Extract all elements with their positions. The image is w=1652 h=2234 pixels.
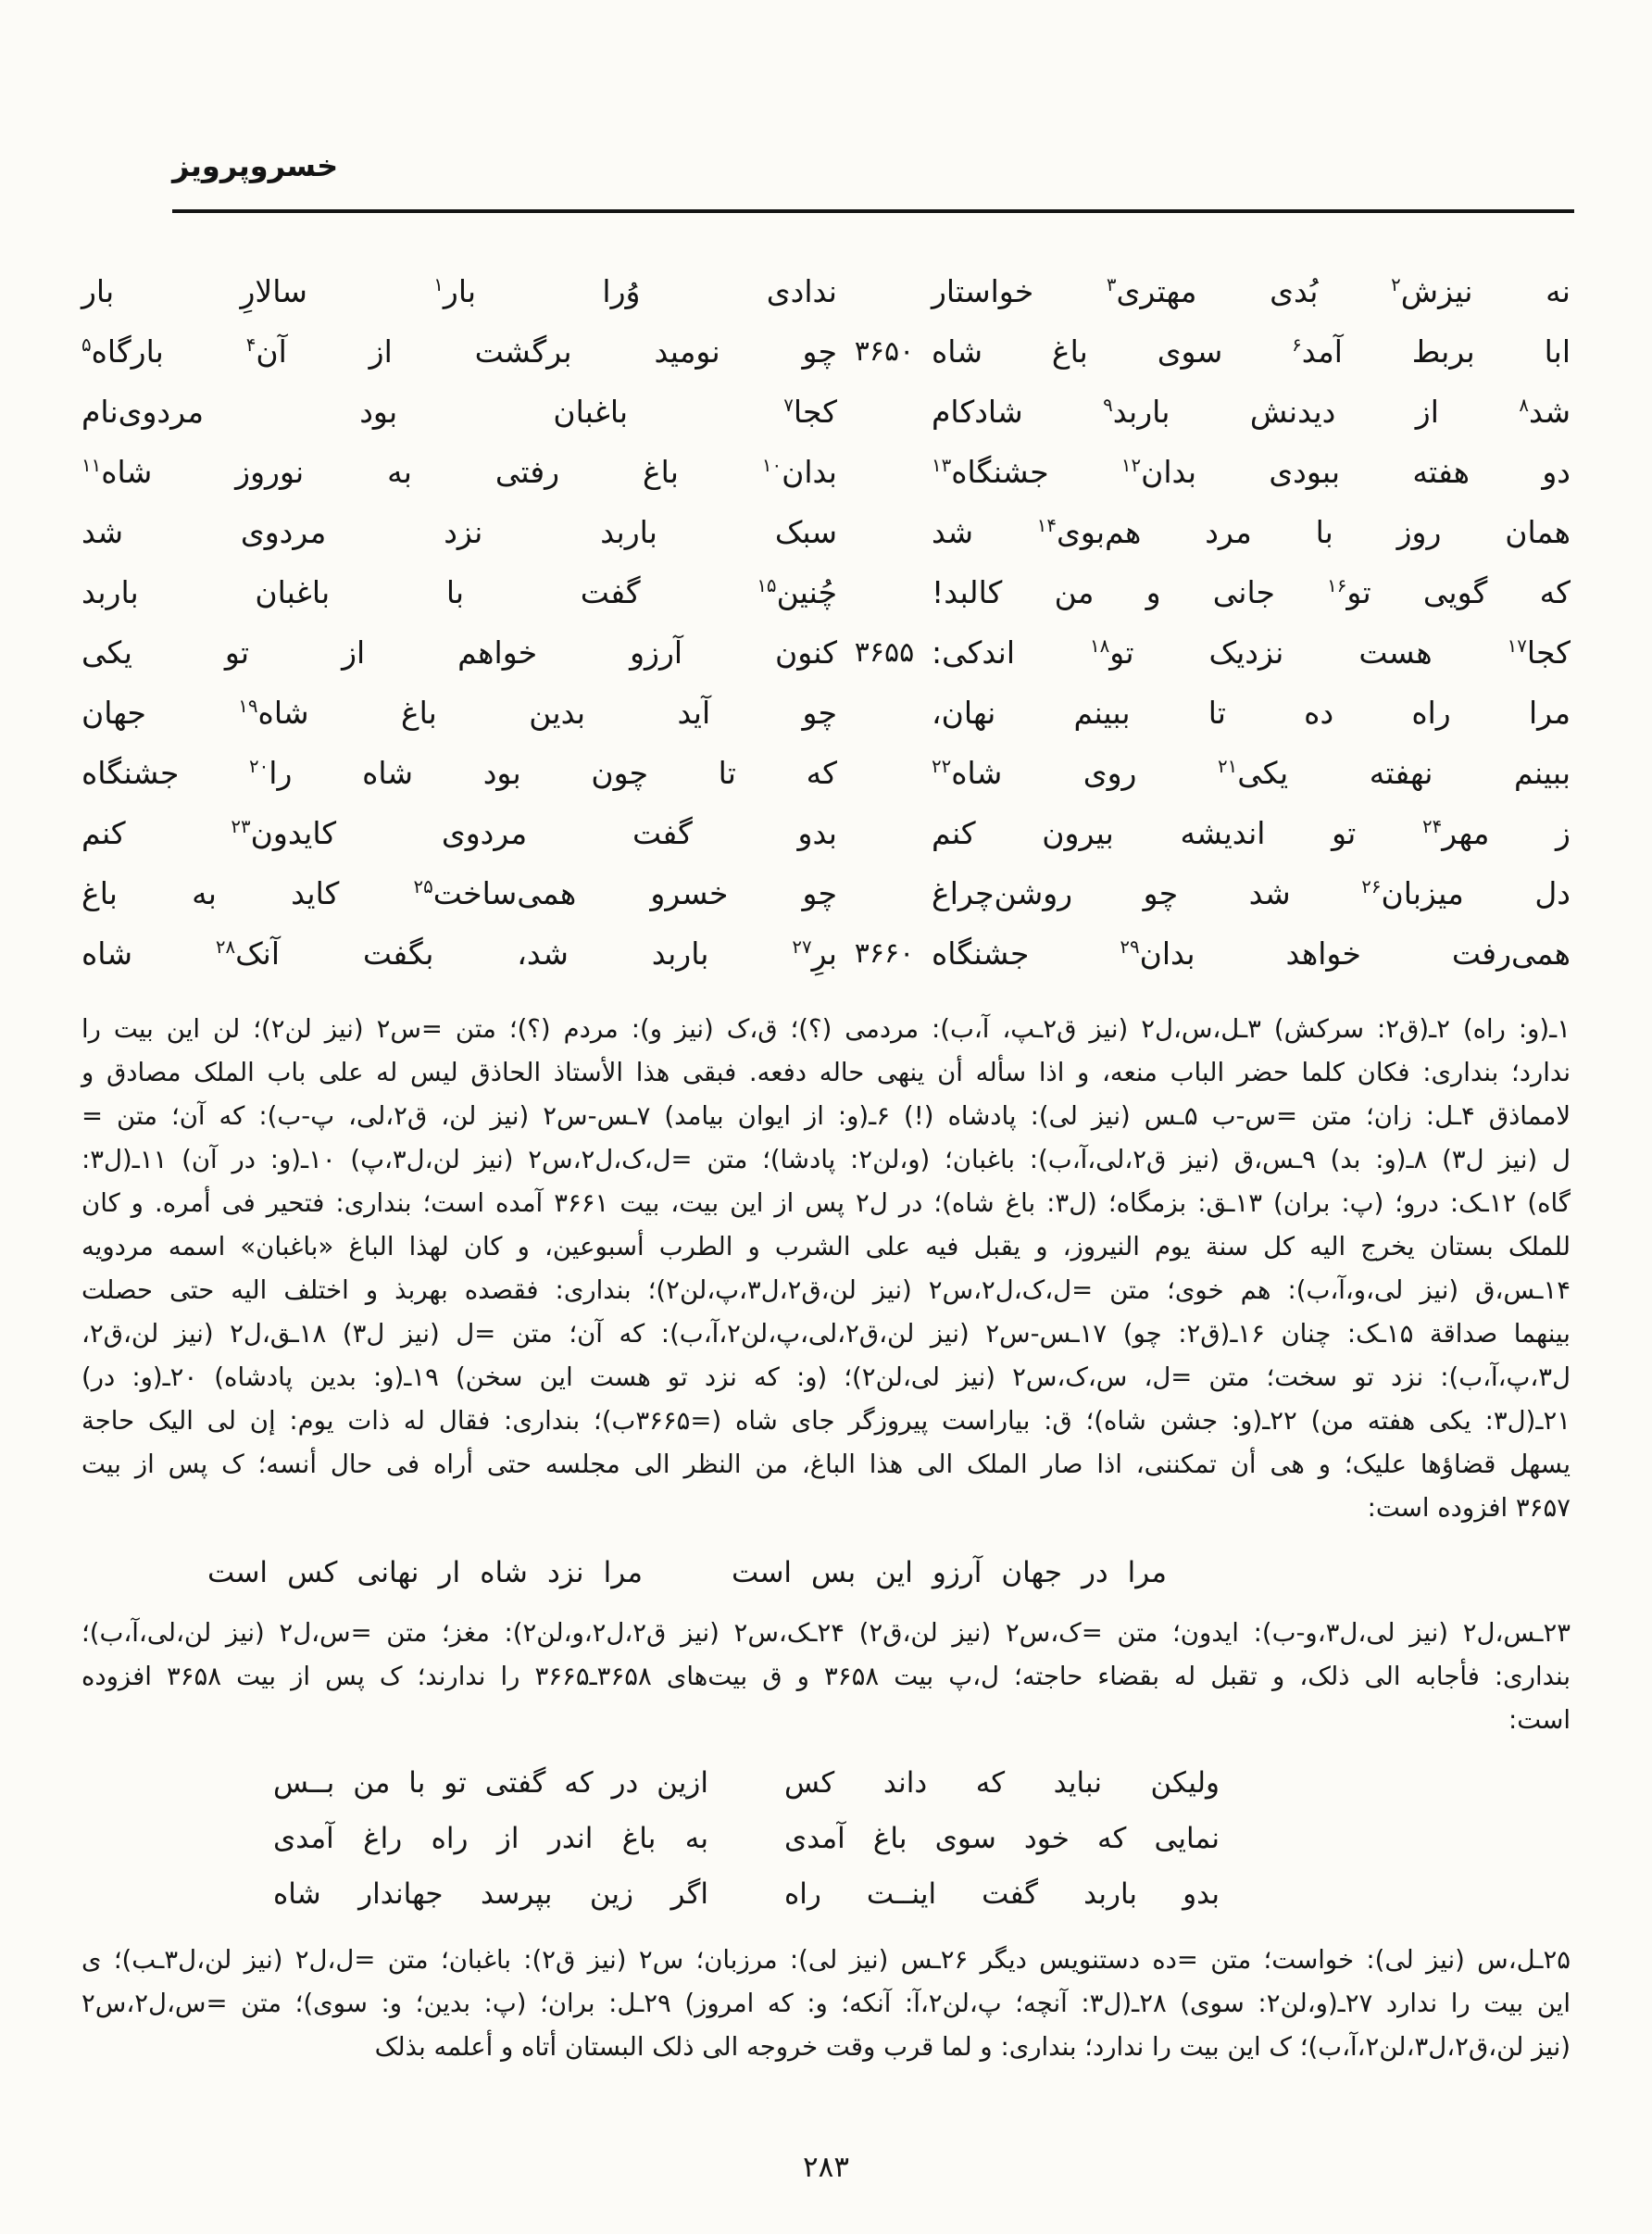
verse-row [81, 562, 1571, 622]
hemistich-1: کجا$^۷$ باغبان بود مردوی‌نام [81, 393, 837, 430]
verse-row [81, 502, 1571, 562]
quatrain-row [2, 1866, 1491, 1922]
verse-row [81, 442, 1571, 502]
hemistich-1: ندادی وُرا بار$^۱$ سالارِ بار [81, 272, 837, 309]
hemistich-2: نه نیزش$^۲$ بُدی مهتری$^۳$ خواستار [932, 272, 1571, 309]
verse-row [81, 622, 1571, 683]
couplet-hemistich-1: مرا در جهان آرزو این بس است [732, 1555, 1167, 1589]
footnote-line: ندارد؛ بنداری: فکان کلما حضر الباب منعه، و اذا سأله أن ینهی حاله دفعه. فبقی هذا الأستاذ الحاذق لیس له علی باب الملک مصادق و [81, 1058, 1571, 1087]
footnote-line: ۲۳ـس،ل۲ (نیز لی،ل۳،و-ب): ایدون؛ متن =ک،س۲ (نیز لن،ق۲) ۲۴ـک،س۲ (نیز ق۲،ل۲،و،لن۲): مغز؛ متن =س،ل۲ (نیز لن،لی،آ،ب)؛ [81, 1618, 1571, 1648]
hemistich-2: همان روز با مرد هم‌بوی$^{۱۴}$ شد [932, 513, 1571, 550]
hemistich-1: برِ$^{۲۷}$ باربد شد، بگفت آنک$^{۲۸}$ شاه [81, 935, 837, 972]
verse-row [81, 321, 1571, 382]
verse-number: ۳۶۵۰ [854, 335, 915, 368]
hemistich-1: سبک باربد نزد مردوی شد [81, 513, 837, 550]
footnote-line: ل۳،پ،آ،ب): نزد تو سخت؛ متن =ل، س،ک،س۲ (نیز لی،لن۲)؛ (و: که نزد تو هست این سخن) ۱۹ـ(و: بدین پادشاه) ۲۰ـ(و: در) [81, 1362, 1571, 1392]
verse-row [81, 923, 1571, 984]
header-rule [172, 209, 1574, 213]
quatrain-hemistich-1: ولیکن نباید که داند کس [784, 1765, 1220, 1800]
hemistich-1: چو خسرو همی‌ساخت$^{۲۵}$ کاید به باغ [81, 874, 837, 911]
footnote-line: لامماذق ۴ـل: زان؛ متن =س-ب ۵ـس (نیز لی): پادشاه (!) ۶ـ(و: از ایوان بیامد) ۷ـس-س۲ (نیز لن، ق۲،لی، پ-ب): که آن؛ متن = [81, 1101, 1571, 1131]
page-number: ۲۸۳ [803, 2151, 849, 2184]
hemistich-2: دو هفته ببودی بدان$^{۱۲}$ جشنگاه$^{۱۳}$ [932, 453, 1571, 490]
hemistich-1: چو آید بدین باغ شاه$^{۱۹}$ جهان [81, 694, 837, 731]
footnote-line: ۱۴ـس،ق (نیز لی،و،آ،ب): هم خوی؛ متن =ل،ک،ل۲،س۲ (نیز لن،ق۲،ل۳،پ،لن۲)؛ بنداری: فقصده بهربذ و اختلف الیه حتی حصلت [81, 1275, 1571, 1305]
couplet-hemistich-2: مرا نزد شاه ار نهانی کس است [207, 1555, 643, 1589]
verse-row [81, 863, 1571, 923]
footnote-line: (نیز لن،ق۲،ل۳،لن۲،آ،ب)؛ ک این بیت را ندارد؛ بنداری: و لما قرب وقت خروجه الی ذلک البستان أتاه و أعلمه بذلک [374, 2032, 1571, 2062]
footnote-line: این بیت را ندارد ۲۷ـ(و،لن۲: سوی) ۲۸ـ(ل۳: آنچه؛ پ،لن۲،آ: آنکه؛ و: که امروز) ۲۹ـل: بران؛ (پ: بدین؛ و: سوی)؛ متن =س،ل۲،س۲ [81, 1989, 1571, 2018]
hemistich-2: ز مهر$^{۲۴}$ تو اندیشه بیرون کنم [932, 814, 1571, 851]
hemistich-1: که تا چون بود شاه را$^{۲۰}$ جشنگاه [81, 754, 837, 791]
hemistich-2: مرا راه ده تا ببینم نهان، [932, 694, 1571, 731]
hemistich-1: چُنین$^{۱۵}$ گفت با باغبان باربد [81, 573, 837, 610]
hemistich-2: دل میزبان$^{۲۶}$ شد چو روشن‌چراغ [932, 874, 1571, 911]
quatrain-hemistich-2: ازین در که گفتی تو با من بــس [273, 1765, 708, 1800]
inline-couplet [0, 1545, 1432, 1600]
critical-apparatus [81, 1008, 1571, 2069]
verse-row [81, 803, 1571, 863]
verse-row [81, 382, 1571, 442]
hemistich-1: بدو گفت مردوی کایدون$^{۲۳}$ کنم [81, 814, 837, 851]
verse-number: ۳۶۵۵ [854, 636, 915, 669]
hemistich-1: بدان$^{۱۰}$ باغ رفتی به نوروز شاه$^{۱۱}$ [81, 453, 837, 490]
footnote-line: ۲۱ـ(ل۳: یکی هفته من) ۲۲ـ(و: جشن شاه)؛ ق: بیاراست پیروزگر جای شاه (=۳۶۶۵ب)؛ بنداری: فقال له ذات یوم: إن لی الیک حاجة [81, 1406, 1571, 1436]
hemistich-2: ببینم نهفته یکی$^{۲۱}$ روی شاه$^{۲۲}$ [932, 754, 1571, 791]
quatrain-hemistich-1: نمایی که خود سوی باغ آمدی [784, 1821, 1220, 1855]
footnote-line: للملک بستان یخرج الیه کل سنة یوم النیروز، و یقبل فیه علی الشرب و الطرب أسبوعین، و کان لهذا الباغ «باغبان» اسمه مردویه [81, 1232, 1571, 1261]
verse-row [81, 683, 1571, 743]
hemistich-2: که گویی تو$^{۱۶}$ جانی و من کالبد! [932, 573, 1571, 610]
inline-quatrain [81, 1755, 1571, 1922]
hemistich-2: همی‌رفت خواهد بدان$^{۲۹}$ جشنگاه [932, 935, 1571, 972]
verse-row [81, 261, 1571, 321]
footnote-line: بینهما صداقة ۱۵ـک: چنان ۱۶ـ(ق۲: چو) ۱۷ـس-س۲ (نیز لن،ق۲،لی،پ،لن۲،آ،ب): که آن؛ متن =ل (نیز ل۳) ۱۸ـق،ل۲ (نیز لن،ق۲، [81, 1319, 1571, 1349]
verse-row [81, 743, 1571, 803]
quatrain-row [2, 1755, 1491, 1811]
hemistich-2: کجا$^{۱۷}$ هست نزدیک تو$^{۱۸}$ اندکی: [932, 634, 1571, 671]
footnote-line: ۱ـ(و: راه) ۲ـ(ق۲: سرکش) ۳ـل،س،ل۲ (نیز ق۲ـپ، آ،ب): مردمی (؟)؛ ق،ک (نیز و): مردم (؟)؛ متن =س۲ (نیز لن۲)؛ لن این بیت را [81, 1014, 1571, 1044]
hemistich-2: شد$^۸$ از دیدنش باربد$^۹$ شادکام [932, 393, 1571, 430]
hemistich-2: ابا بربط آمد$^۶$ سوی باغ شاه [932, 333, 1571, 370]
verse-block [81, 261, 1571, 984]
footnote-line: ۳۶۵۷ افزوده است: [1367, 1493, 1571, 1523]
footnote-line: ل (نیز ل۳) ۸ـ(و: بد) ۹ـس،ق (نیز ق۲،لی،آ،ب): باغبان؛ (و،لن۲: پادشا)؛ متن =ل،ک،ل۲،س۲ (نیز لن،ل۳،پ) ۱۰ـ(و: در آن) ۱۱ـ(ل۳: [81, 1145, 1571, 1174]
quatrain-hemistich-1: بدو باربد گفت اینــت راه [784, 1876, 1220, 1911]
hemistich-1: کنون آرزو خواهم از تو یکی [81, 634, 837, 671]
running-header-title: خسروپرویز [172, 148, 339, 183]
quatrain-hemistich-2: اگر زین بپرسد جهاندار شاه [273, 1876, 708, 1911]
footnote-line: یسهل قضاؤها علیک؛ و هی أن تمکننی، اذا صار الملک الی هذا الباغ، من النظر الی مجلسه حتی أراه فی حال أنسه؛ ک پس از بیت [81, 1450, 1571, 1479]
verse-number: ۳۶۶۰ [854, 937, 915, 970]
footnote-line: است: [1508, 1705, 1571, 1735]
hemistich-1: چو نومید برگشت از آن$^۴$ بارگاه$^۵$ [81, 333, 837, 370]
footnote-line: بنداری: فأجابه الی ذلک، و تقبل له بقضاء حاجته؛ ل،پ بیت ۳۶۵۸ و ق بیت‌های ۳۶۵۸ـ۳۶۶۵ را ندارند؛ ک پس از بیت ۳۶۵۸ افزوده [81, 1662, 1571, 1691]
quatrain-row [2, 1811, 1491, 1866]
footnote-line: گاه) ۱۲ـک: درو؛ (پ: بران) ۱۳ـق: بزمگاه؛ (ل۳: باغ شاه)؛ در ل۲ پس از این بیت، بیت ۳۶۶۱ آمده است؛ بنداری: فتحیر فی أمره. و کان [81, 1188, 1571, 1218]
footnote-line: ۲۵ـل،س (نیز لی): خواست؛ متن =ده دستنویس دیگر ۲۶ـس (نیز لی): مرزبان؛ س۲ (نیز ق۲): باغبان؛ متن =ل،ل۲ (نیز لن،ل۳ـب)؛ ی [81, 1945, 1571, 1975]
quatrain-hemistich-2: به باغ اندر از راه راغ آمدی [273, 1821, 708, 1855]
